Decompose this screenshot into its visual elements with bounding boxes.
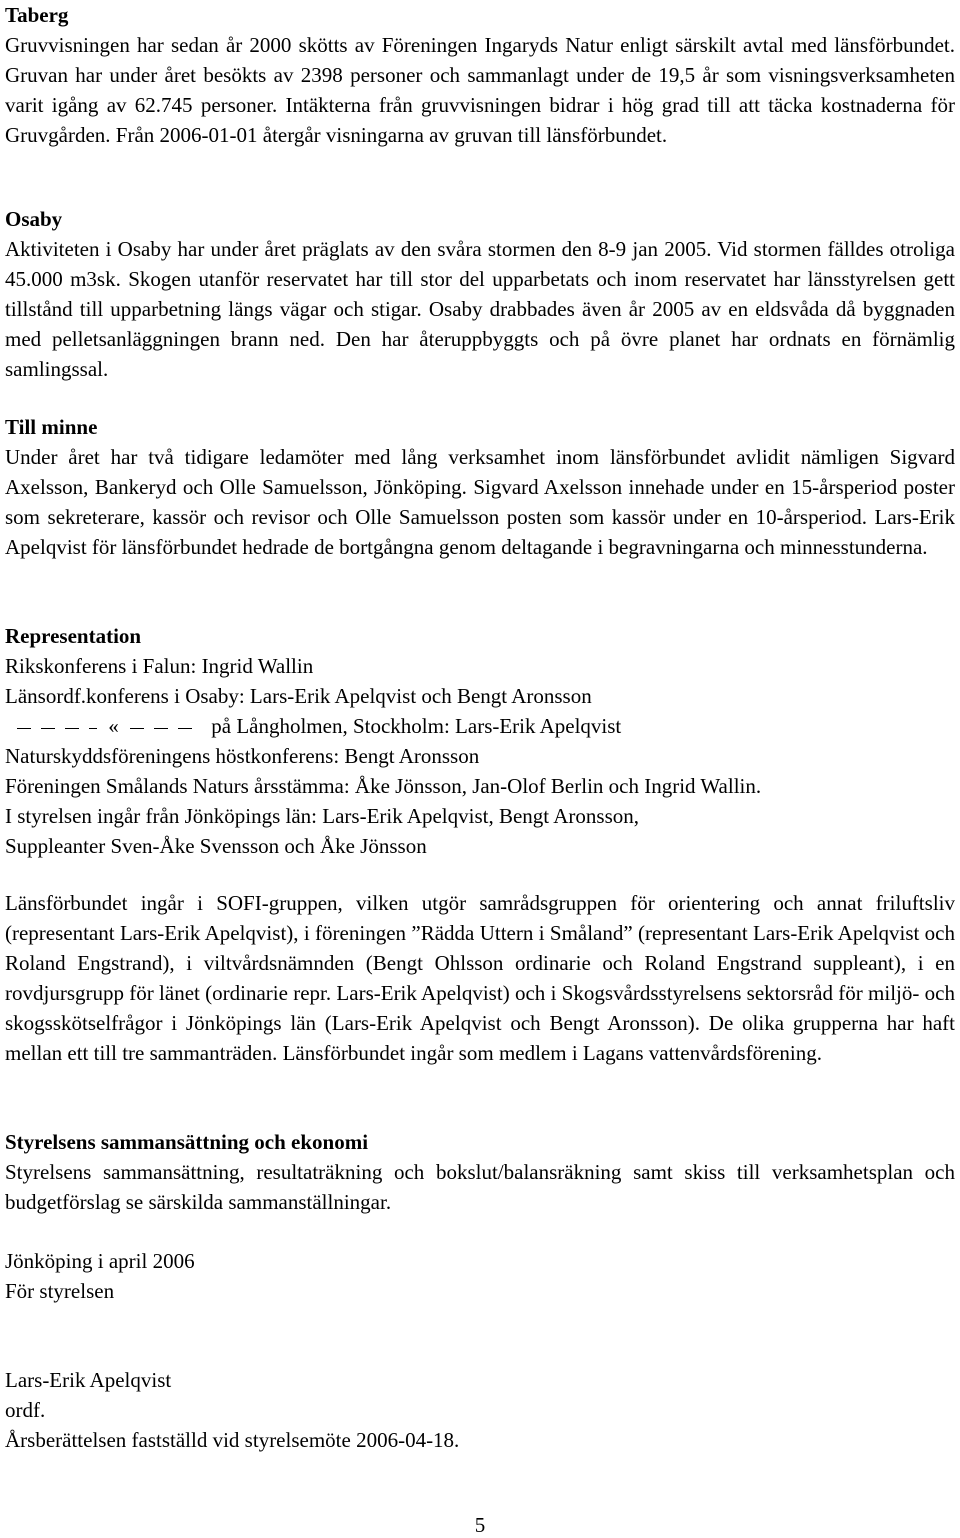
paragraph-sofi: Länsförbundet ingår i SOFI-gruppen, vilken utgör samrådsgruppen för orientering och annat friluftsliv (representant Lars-Erik Apelqvist), i föreningen ”Rädda Uttern i Småland” (representant Lars-Erik Apelqvist och Roland Engstrand), i viltvårdsnämnden (Bengt Ohlsson ordinarie och Roland Engstrand suppleant), i en rovdjursgrupp för länet (ordinarie repr. Lars-Erik Apelqvist) och i Skogsvårdsstyrelsens sektorsråd för miljö- och skogsskötselfrågor i Jönköpings län (Lars-Erik Apelqvist och Bengt Aronsson). De olika grupperna har haft mellan ett till tre sammanträden. Länsförbundet ingår som medlem i Lagans vattenvårdsförening. <box>5 891 955 1065</box>
paragraph-taberg: Gruvvisningen har sedan år 2000 skötts av Föreningen Ingaryds Natur enligt särskilt avtal med länsförbundet. Gruvan har under året besökts av 2398 personer och sammanlagt under de 19,5 år som visningsverksamheten varit igång av 62.745 personer. Intäkterna från gruvvisningen bidrar i hög grad till att täcka kostnaderna för Gruvgården. Från 2006-01-01 återgår visningarna av gruvan till länsförbundet. <box>5 33 955 147</box>
section-representation <box>5 621 955 861</box>
signature-block <box>5 1365 955 1455</box>
section-styrelsen <box>5 1127 955 1217</box>
closing-block <box>5 1246 955 1306</box>
representation-line: Länsordf.konferens i Osaby: Lars-Erik Apelqvist och Bengt Aronsson <box>5 684 592 708</box>
representation-line: Föreningen Smålands Naturs årsstämma: Åke Jönsson, Jan-Olof Berlin och Ingrid Wallin. <box>5 774 762 798</box>
heading-taberg: Taberg <box>5 3 69 27</box>
paragraph-osaby: Aktiviteten i Osaby har under året präglats av den svåra stormen den 8-9 jan 2005. Vid stormen fälldes otroliga 45.000 m3sk. Skogen utanför reservatet har till stor del upparbetats och inom reservatet har länsstyrelsen gett tillstånd till upparbetning längs vägar och stigar. Osaby drabbades även år 2005 av en eldsvåda då byggnaden med pelletsanläggningen brann ned. Den har återuppbyggts och på övre planet har ordnats en förnämlig samlingssal. <box>5 237 955 381</box>
representation-line-ditto <box>5 711 955 741</box>
place-date: Jönköping i april 2006 <box>5 1249 195 1273</box>
representation-line: Rikskonferens i Falun: Ingrid Wallin <box>5 654 314 678</box>
representation-line: Naturskyddsföreningens höstkonferens: Bengt Aronsson <box>5 744 480 768</box>
heading-styrelsen: Styrelsens sammansättning och ekonomi <box>5 1130 369 1154</box>
ditto-dashes <box>130 728 200 729</box>
representation-line: Suppleanter Sven-Åke Svensson och Åke Jönsson <box>5 834 427 858</box>
section-taberg <box>5 0 955 150</box>
heading-representation: Representation <box>5 624 142 648</box>
representation-line: I styrelsen ingår från Jönköpings län: Lars-Erik Apelqvist, Bengt Aronsson, <box>5 804 639 828</box>
representation-line-text: på Långholmen, Stockholm: Lars-Erik Apelqvist <box>211 714 622 738</box>
section-sofi <box>5 888 955 1068</box>
signatory-name: Lars-Erik Apelqvist <box>5 1368 172 1392</box>
heading-till-minne: Till minne <box>5 415 98 439</box>
heading-osaby: Osaby <box>5 207 63 231</box>
paragraph-till-minne: Under året har två tidigare ledamöter med lång verksamhet inom länsförbundet avlidit nämligen Sigvard Axelsson, Bankeryd och Olle Samuelsson, Jönköping. Sigvard Axelsson innehade under en 15-årsperiod poster som sekreterare, kassör och revisor och Olle Samuelsson posten som kassör under en 10-årsperiod. Lars-Erik Apelqvist för länsförbundet hedrade de bortgångna genom deltagande i begravningarna och minnesstunderna. <box>5 445 955 559</box>
section-osaby <box>5 204 955 384</box>
approval-note: Årsberättelsen fastställd vid styrelsemöte 2006-04-18. <box>5 1428 460 1452</box>
ditto-dashes <box>17 728 97 729</box>
paragraph-styrelsen: Styrelsens sammansättning, resultaträkning och bokslut/balansräkning samt skiss till verksamhetsplan och budgetförslag se särskilda sammanställningar. <box>5 1160 955 1214</box>
signatory-title: ordf. <box>5 1398 46 1422</box>
section-till-minne <box>5 412 955 562</box>
page-number: 5 <box>474 1513 486 1537</box>
on-behalf: För styrelsen <box>5 1279 115 1303</box>
ditto-mark: « <box>108 714 119 738</box>
